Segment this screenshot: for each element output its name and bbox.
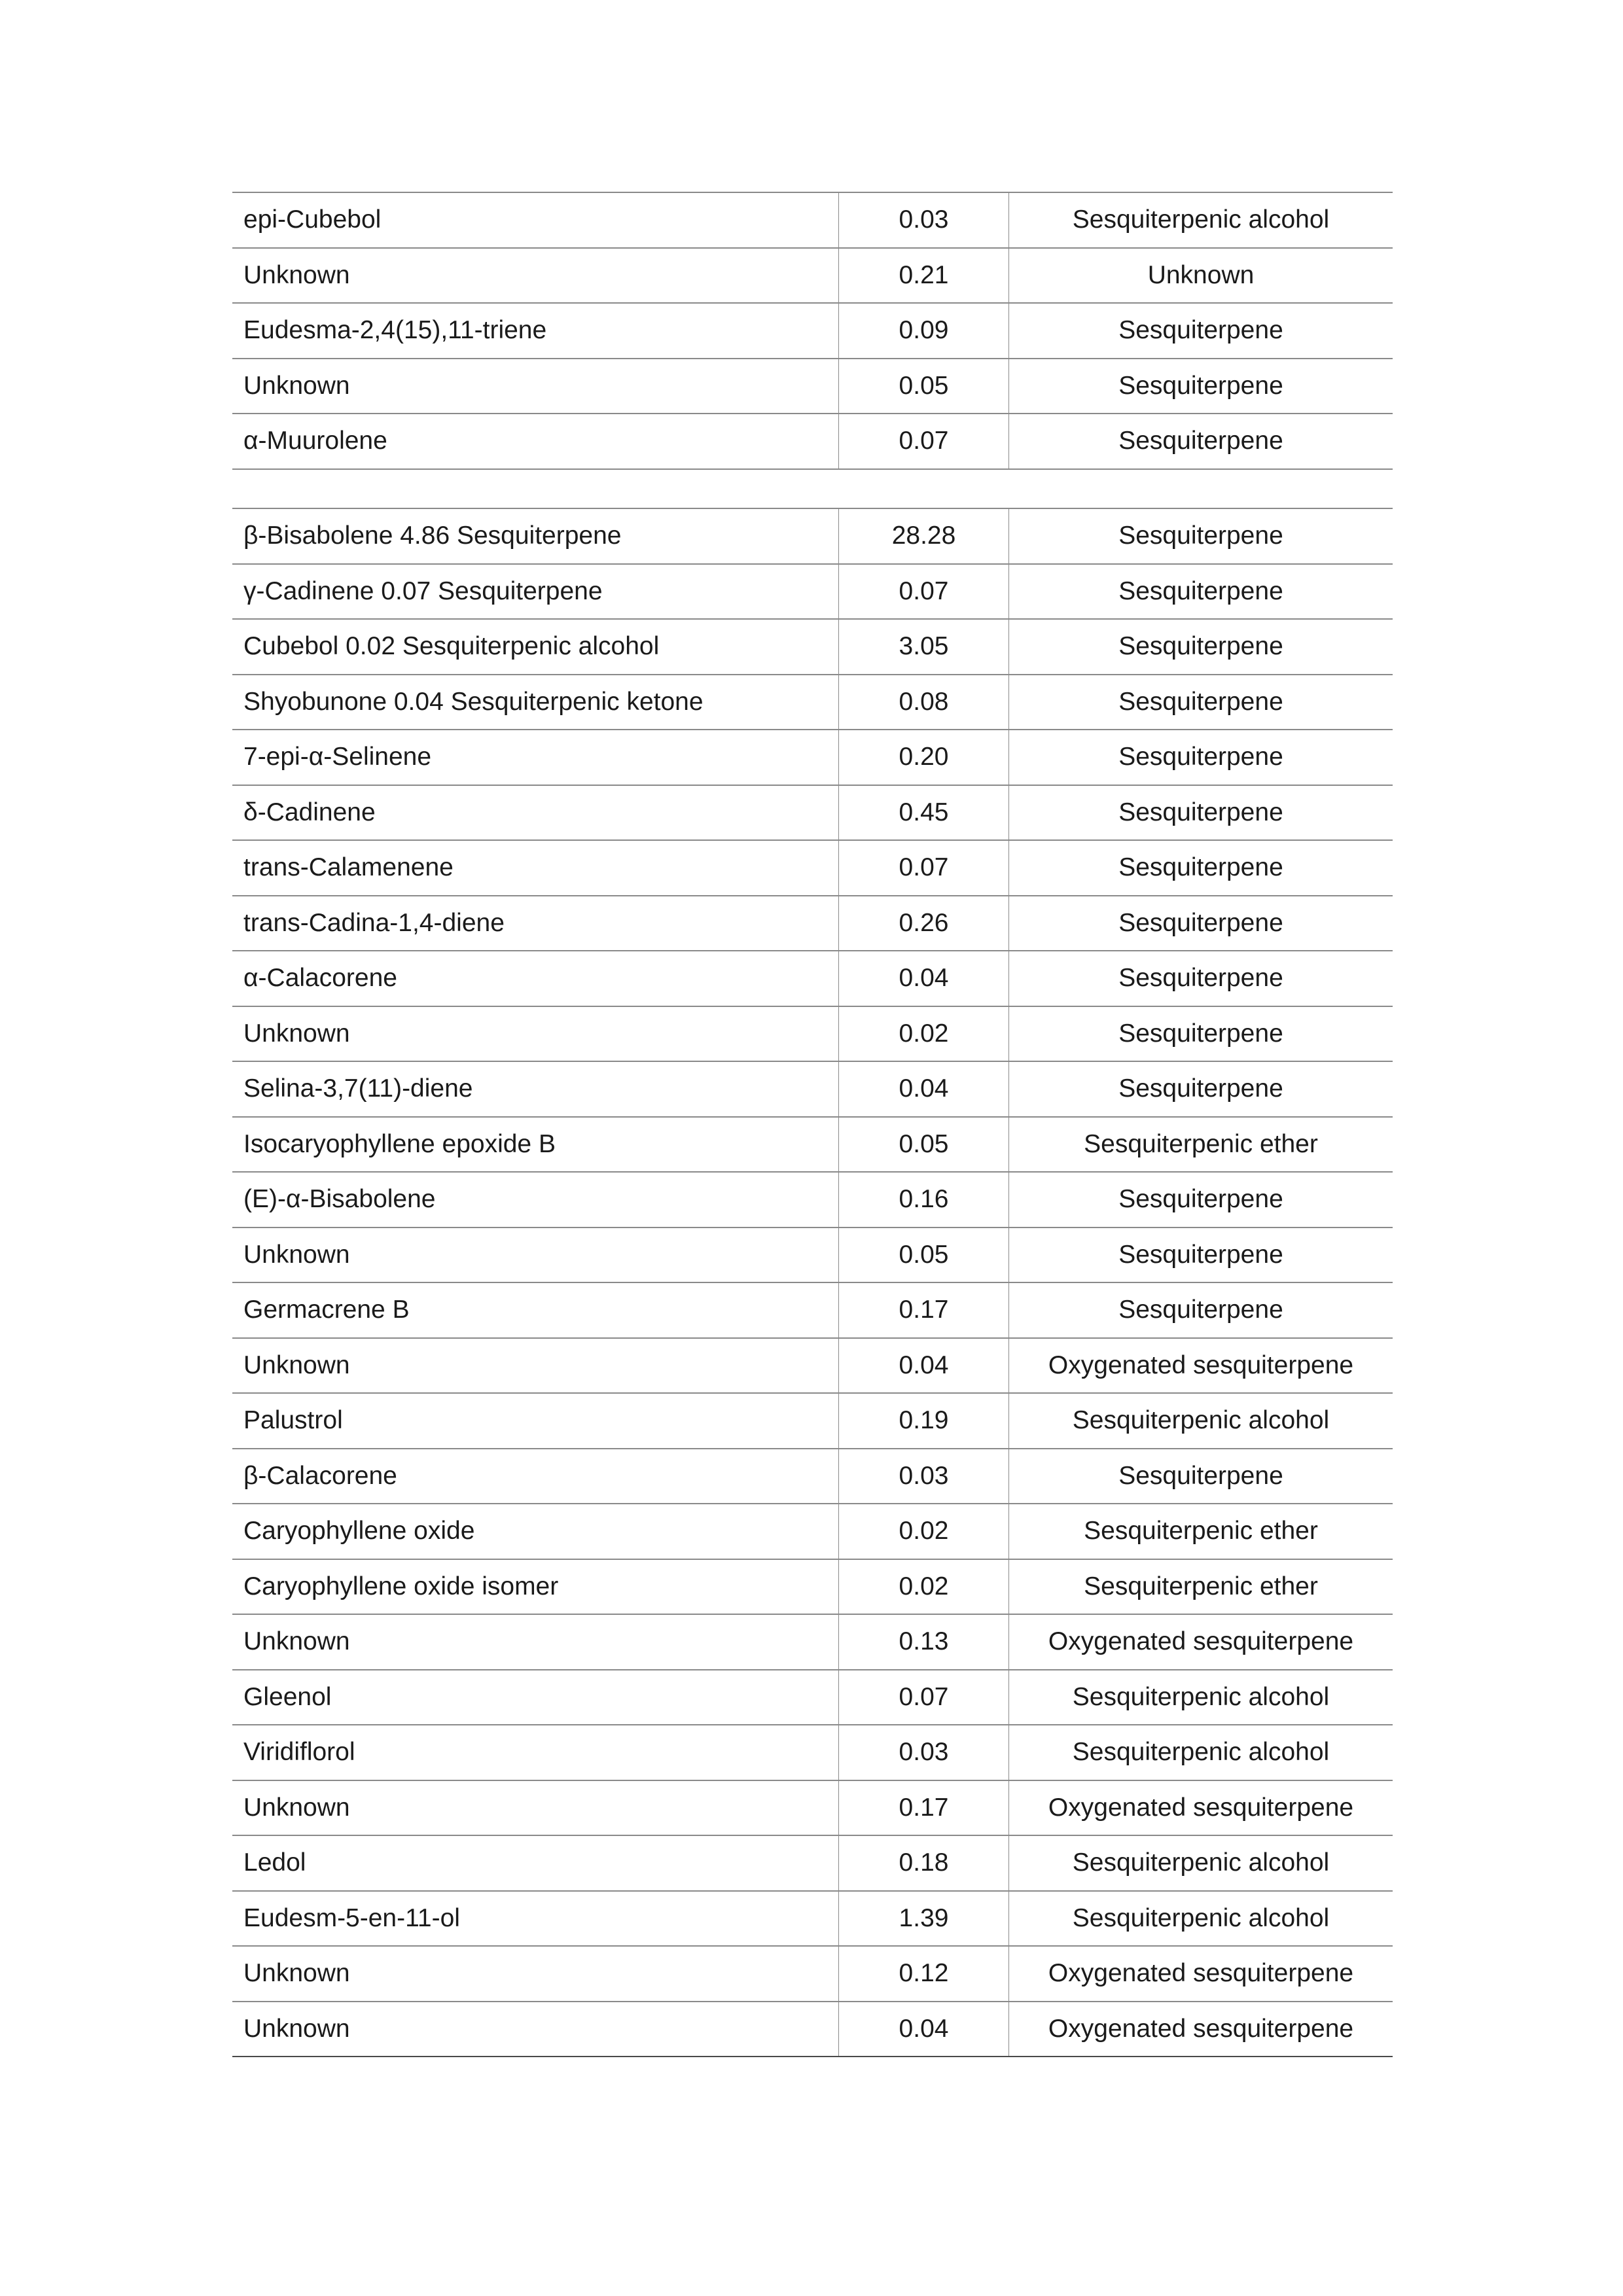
compound-name-cell: γ-Cadinene 0.07 Sesquiterpene — [232, 564, 839, 620]
table-row — [232, 1006, 1393, 1062]
table-row — [232, 1117, 1393, 1173]
compound-name-cell: Unknown — [232, 2002, 839, 2057]
table-row — [232, 1725, 1393, 1780]
compound-name-cell: Unknown — [232, 1946, 839, 2002]
percentage-cell: 0.03 — [839, 192, 1009, 248]
compound-name-cell: Unknown — [232, 1780, 839, 1836]
percentage-cell: 0.07 — [839, 414, 1009, 469]
compound-name-cell: Gleenol — [232, 1670, 839, 1725]
compound-class-cell: Sesquiterpene — [1009, 1282, 1393, 1338]
table-row — [232, 1670, 1393, 1725]
compound-name-cell: Selina-3,7(11)-diene — [232, 1061, 839, 1117]
table-row — [232, 359, 1393, 414]
table-row — [232, 414, 1393, 469]
table-row — [232, 675, 1393, 730]
compound-name-cell: β-Bisabolene 4.86 Sesquiterpene — [232, 508, 839, 564]
table-row — [232, 1891, 1393, 1947]
compound-table-part-2 — [232, 508, 1393, 2057]
table-row — [232, 1835, 1393, 1891]
compound-name-cell: Germacrene B — [232, 1282, 839, 1338]
percentage-cell: 0.16 — [839, 1172, 1009, 1227]
compound-class-cell: Sesquiterpenic alcohol — [1009, 1835, 1393, 1891]
compound-class-cell: Sesquiterpene — [1009, 840, 1393, 896]
percentage-cell: 0.04 — [839, 1338, 1009, 1394]
table-row — [232, 248, 1393, 304]
table-row — [232, 1449, 1393, 1504]
percentage-cell: 3.05 — [839, 619, 1009, 675]
percentage-cell: 0.04 — [839, 2002, 1009, 2057]
percentage-cell: 0.13 — [839, 1614, 1009, 1670]
percentage-cell: 0.21 — [839, 248, 1009, 304]
compound-class-cell: Sesquiterpene — [1009, 1061, 1393, 1117]
table-row — [232, 785, 1393, 841]
compound-name-cell: Unknown — [232, 1614, 839, 1670]
percentage-cell: 0.07 — [839, 1670, 1009, 1725]
percentage-cell: 0.26 — [839, 896, 1009, 951]
compound-name-cell: Eudesma-2,4(15),11-triene — [232, 303, 839, 359]
table-row — [232, 1393, 1393, 1449]
compound-name-cell: Viridiflorol — [232, 1725, 839, 1780]
table-row — [232, 1338, 1393, 1394]
table-body — [232, 508, 1393, 2057]
table-row — [232, 1946, 1393, 2002]
compound-name-cell: (E)-α-Bisabolene — [232, 1172, 839, 1227]
percentage-cell: 0.03 — [839, 1725, 1009, 1780]
compound-class-cell: Sesquiterpenic ether — [1009, 1117, 1393, 1173]
table-row — [232, 1780, 1393, 1836]
compound-class-cell: Sesquiterpene — [1009, 564, 1393, 620]
table-row — [232, 1504, 1393, 1559]
table-row — [232, 1614, 1393, 1670]
percentage-cell: 28.28 — [839, 508, 1009, 564]
compound-class-cell: Oxygenated sesquiterpene — [1009, 1780, 1393, 1836]
compound-table-part-1 — [232, 192, 1393, 470]
percentage-cell: 0.02 — [839, 1504, 1009, 1559]
table-row — [232, 1227, 1393, 1283]
table-row — [232, 508, 1393, 564]
compound-class-cell: Sesquiterpenic ether — [1009, 1559, 1393, 1615]
percentage-cell: 0.04 — [839, 951, 1009, 1006]
compound-name-cell: Eudesm-5-en-11-ol — [232, 1891, 839, 1947]
compound-class-cell: Sesquiterpene — [1009, 951, 1393, 1006]
percentage-cell: 0.05 — [839, 1227, 1009, 1283]
table-row — [232, 896, 1393, 951]
table-row — [232, 1061, 1393, 1117]
compound-class-cell: Sesquiterpene — [1009, 730, 1393, 785]
compound-class-cell: Sesquiterpenic alcohol — [1009, 192, 1393, 248]
compound-name-cell: δ-Cadinene — [232, 785, 839, 841]
compound-class-cell: Sesquiterpenic alcohol — [1009, 1725, 1393, 1780]
compound-name-cell: Unknown — [232, 1227, 839, 1283]
table-row — [232, 303, 1393, 359]
compound-name-cell: Cubebol 0.02 Sesquiterpenic alcohol — [232, 619, 839, 675]
compound-name-cell: Ledol — [232, 1835, 839, 1891]
compound-name-cell: α-Muurolene — [232, 414, 839, 469]
compound-name-cell: Unknown — [232, 1338, 839, 1394]
table-row — [232, 192, 1393, 248]
compound-name-cell: Unknown — [232, 248, 839, 304]
compound-name-cell: α-Calacorene — [232, 951, 839, 1006]
percentage-cell: 0.07 — [839, 840, 1009, 896]
compound-name-cell: Shyobunone 0.04 Sesquiterpenic ketone — [232, 675, 839, 730]
compound-class-cell: Oxygenated sesquiterpene — [1009, 2002, 1393, 2057]
compound-name-cell: Caryophyllene oxide — [232, 1504, 839, 1559]
table-row — [232, 730, 1393, 785]
table-row — [232, 1559, 1393, 1615]
compound-name-cell: 7-epi-α-Selinene — [232, 730, 839, 785]
percentage-cell: 0.07 — [839, 564, 1009, 620]
table-row — [232, 840, 1393, 896]
table-body — [232, 192, 1393, 469]
percentage-cell: 0.02 — [839, 1559, 1009, 1615]
compound-class-cell: Unknown — [1009, 248, 1393, 304]
percentage-cell: 0.03 — [839, 1449, 1009, 1504]
compound-name-cell: Isocaryophyllene epoxide B — [232, 1117, 839, 1173]
compound-name-cell: trans-Calamenene — [232, 840, 839, 896]
percentage-cell: 0.45 — [839, 785, 1009, 841]
table-row — [232, 1172, 1393, 1227]
percentage-cell: 0.18 — [839, 1835, 1009, 1891]
percentage-cell: 0.19 — [839, 1393, 1009, 1449]
table-row — [232, 1282, 1393, 1338]
compound-name-cell: β-Calacorene — [232, 1449, 839, 1504]
compound-class-cell: Sesquiterpene — [1009, 1227, 1393, 1283]
compound-class-cell: Sesquiterpene — [1009, 1449, 1393, 1504]
compound-name-cell: Palustrol — [232, 1393, 839, 1449]
percentage-cell: 0.08 — [839, 675, 1009, 730]
percentage-cell: 0.05 — [839, 1117, 1009, 1173]
compound-class-cell: Sesquiterpene — [1009, 303, 1393, 359]
percentage-cell: 0.09 — [839, 303, 1009, 359]
percentage-cell: 0.12 — [839, 1946, 1009, 2002]
compound-class-cell: Sesquiterpene — [1009, 785, 1393, 841]
compound-class-cell: Oxygenated sesquiterpene — [1009, 1946, 1393, 2002]
percentage-cell: 0.04 — [839, 1061, 1009, 1117]
compound-name-cell: Unknown — [232, 1006, 839, 1062]
compound-class-cell: Sesquiterpene — [1009, 675, 1393, 730]
compound-class-cell: Sesquiterpene — [1009, 1006, 1393, 1062]
table-row — [232, 564, 1393, 620]
percentage-cell: 0.05 — [839, 359, 1009, 414]
compound-class-cell: Sesquiterpenic ether — [1009, 1504, 1393, 1559]
compound-class-cell: Sesquiterpenic alcohol — [1009, 1670, 1393, 1725]
table-row — [232, 951, 1393, 1006]
compound-name-cell: trans-Cadina-1,4-diene — [232, 896, 839, 951]
compound-class-cell: Sesquiterpenic alcohol — [1009, 1891, 1393, 1947]
table-row — [232, 619, 1393, 675]
compound-class-cell: Sesquiterpene — [1009, 508, 1393, 564]
percentage-cell: 0.17 — [839, 1282, 1009, 1338]
percentage-cell: 1.39 — [839, 1891, 1009, 1947]
percentage-cell: 0.02 — [839, 1006, 1009, 1062]
compound-class-cell: Sesquiterpene — [1009, 1172, 1393, 1227]
compound-class-cell: Sesquiterpene — [1009, 414, 1393, 469]
compound-class-cell: Sesquiterpenic alcohol — [1009, 1393, 1393, 1449]
compound-class-cell: Sesquiterpene — [1009, 359, 1393, 414]
compound-class-cell: Sesquiterpene — [1009, 619, 1393, 675]
compound-class-cell: Sesquiterpene — [1009, 896, 1393, 951]
percentage-cell: 0.20 — [839, 730, 1009, 785]
table-row — [232, 2002, 1393, 2057]
compound-class-cell: Oxygenated sesquiterpene — [1009, 1338, 1393, 1394]
compound-class-cell: Oxygenated sesquiterpene — [1009, 1614, 1393, 1670]
compound-name-cell: epi-Cubebol — [232, 192, 839, 248]
compound-name-cell: Unknown — [232, 359, 839, 414]
percentage-cell: 0.17 — [839, 1780, 1009, 1836]
compound-name-cell: Caryophyllene oxide isomer — [232, 1559, 839, 1615]
